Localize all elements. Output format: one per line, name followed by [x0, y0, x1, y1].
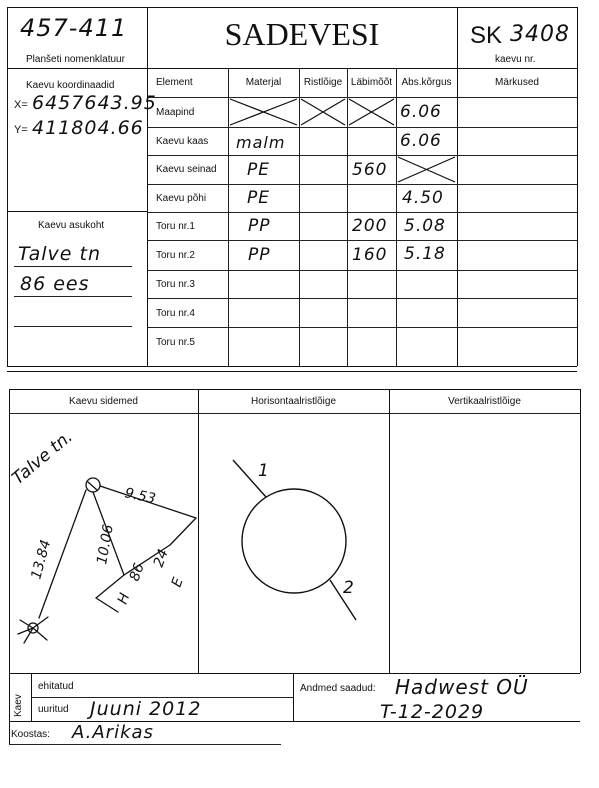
- sketch-dim-h: H: [114, 590, 134, 607]
- col-header-diameter: Läbimõõt: [350, 77, 393, 88]
- x-prefix: X=: [14, 99, 28, 111]
- data-source-label: Andmed saadud:: [300, 683, 376, 694]
- row-label-ground: Maapind: [156, 107, 195, 118]
- plansheet-label: Planšeti nomenklatuur: [26, 54, 125, 65]
- plansheet-code: 457-411: [20, 14, 128, 42]
- col-header-material: Materjal: [245, 77, 282, 88]
- pipe2-elevation: 5.18: [404, 244, 446, 264]
- pipe2-diameter: 160: [352, 245, 388, 265]
- bottom-elevation: 4.50: [402, 188, 444, 208]
- sketch-dim-86: 86: [126, 561, 148, 584]
- vertical-section-label: Vertikaalristlõige: [448, 396, 521, 407]
- pipe1-elevation: 5.08: [404, 216, 446, 236]
- well-number: 3408: [510, 22, 570, 47]
- row-label-pipe5: Toru nr.5: [156, 337, 195, 348]
- built-label: ehitatud: [38, 681, 74, 692]
- pipe2-material: PP: [248, 245, 271, 265]
- compiled-label: Koostas:: [11, 729, 50, 740]
- col-header-elevation: Abs.kõrgus: [401, 77, 452, 88]
- connections-label: Kaevu sidemed: [69, 396, 138, 407]
- cover-elevation: 6.06: [400, 131, 442, 151]
- cover-material: malm: [236, 133, 286, 152]
- ground-elevation: 6.06: [400, 102, 442, 122]
- horizontal-section-label: Horisontaalristlõige: [250, 396, 337, 407]
- sketch-dim-24: 24: [150, 547, 172, 570]
- sketch-dim-e: E: [168, 575, 187, 590]
- surveyed-label: uuritud: [38, 704, 69, 715]
- row-label-pipe1: Toru nr.1: [156, 221, 195, 232]
- pipe-label-2: 2: [343, 578, 354, 598]
- row-label-pipe2: Toru nr.2: [156, 250, 195, 261]
- well-number-prefix: SK: [470, 22, 503, 49]
- pipe1-material: PP: [248, 216, 271, 236]
- manhole-symbol: [86, 478, 100, 492]
- col-header-cross-section: Ristlõige: [303, 77, 343, 88]
- row-label-pipe4: Toru nr.4: [156, 308, 195, 319]
- walls-material: PE: [247, 160, 270, 180]
- coordinates-label: Kaevu koordinaadid: [26, 80, 115, 91]
- data-source-value: Hadwest OÜ: [395, 675, 529, 699]
- sketch-dim-10-06: 10.06: [94, 523, 117, 566]
- kaev-label: Kaev: [13, 694, 24, 717]
- row-label-walls: Kaevu seinad: [156, 164, 217, 175]
- x-coordinate: 6457643.95: [32, 92, 157, 114]
- y-coordinate: 411804.66: [32, 117, 144, 139]
- pipe1-diameter: 200: [352, 216, 388, 236]
- walls-diameter: 560: [352, 160, 388, 180]
- pipe-label-1: 1: [258, 461, 269, 481]
- row-label-bottom: Kaevu põhi: [156, 193, 207, 204]
- sketch-dim-9-53: 9.53: [123, 485, 157, 508]
- reference-value: T-12-2029: [380, 701, 485, 723]
- location-line1: Talve tn: [18, 243, 101, 265]
- well-number-label: kaevu nr.: [495, 54, 536, 65]
- sketch-dim-13-84: 13.84: [28, 538, 55, 582]
- col-header-element: Element: [156, 77, 193, 88]
- col-header-remarks: Märkused: [495, 77, 539, 88]
- compiled-value: A.Arikas: [72, 722, 154, 743]
- form-title: SADEVESI: [224, 16, 380, 52]
- y-prefix: Y=: [14, 124, 28, 136]
- row-label-pipe3: Toru nr.3: [156, 279, 195, 290]
- bottom-material: PE: [247, 188, 270, 208]
- location-label: Kaevu asukoht: [38, 220, 105, 231]
- location-line2: 86 ees: [20, 273, 90, 295]
- sketch-street-label: Talve tn.: [8, 426, 77, 489]
- surveyed-value: Juuni 2012: [90, 698, 202, 720]
- row-label-cover: Kaevu kaas: [156, 136, 209, 147]
- manhole-cross-section: [242, 489, 346, 593]
